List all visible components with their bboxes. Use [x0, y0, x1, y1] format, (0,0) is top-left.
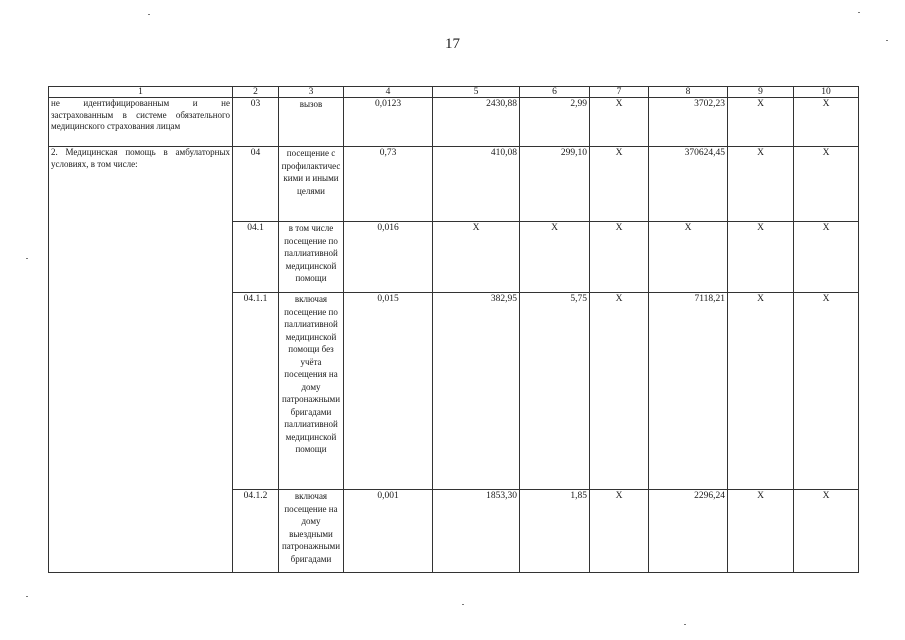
row-code: 04 — [233, 147, 279, 222]
cell-col9: Х — [728, 147, 794, 222]
cell-col8: Х — [649, 222, 728, 293]
page-number: 17 — [445, 36, 460, 52]
row-code: 04.1 — [233, 222, 279, 293]
header-cell: 9 — [728, 87, 794, 98]
cell-col5: Х — [433, 222, 520, 293]
row-code: 03 — [233, 98, 279, 147]
header-cell: 3 — [279, 87, 344, 98]
header-cell: 1 — [49, 87, 233, 98]
header-cell: 8 — [649, 87, 728, 98]
cell-col6: 2,99 — [520, 98, 590, 147]
row-unit: включая посещение по паллиативной медицинской помощи без учёта посещения на дому патронажными бригадами паллиативной медицинской помощи — [279, 293, 344, 490]
header-cell: 5 — [433, 87, 520, 98]
row-description: 2. Медицинская помощь в амбулаторных условиях, в том числе: — [49, 147, 233, 573]
cell-col5: 1853,30 — [433, 490, 520, 573]
cell-col10: Х — [794, 147, 859, 222]
table-row — [49, 98, 859, 147]
cell-col5: 382,95 — [433, 293, 520, 490]
row-code: 04.1.1 — [233, 293, 279, 490]
cell-col6: 1,85 — [520, 490, 590, 573]
data-table — [48, 86, 859, 573]
cell-col10: Х — [794, 293, 859, 490]
cell-col9: Х — [728, 222, 794, 293]
cell-col4: 0,016 — [344, 222, 433, 293]
row-unit: вызов — [279, 98, 344, 147]
header-cell: 4 — [344, 87, 433, 98]
scan-speck — [148, 14, 150, 15]
cell-col7: Х — [590, 98, 649, 147]
row-description: не идентифицированным и не застрахованным в системе обязательного медицинского страхования лицам — [49, 98, 233, 147]
cell-col4: 0,0123 — [344, 98, 433, 147]
scan-speck — [26, 258, 28, 259]
cell-col6: 299,10 — [520, 147, 590, 222]
cell-col5: 2430,88 — [433, 98, 520, 147]
scan-speck — [886, 40, 888, 41]
row-unit: в том числе посещение по паллиативной медицинской помощи — [279, 222, 344, 293]
cell-col6: Х — [520, 222, 590, 293]
cell-col7: Х — [590, 293, 649, 490]
cell-col10: Х — [794, 98, 859, 147]
cell-col4: 0,73 — [344, 147, 433, 222]
table-header-row — [49, 87, 859, 98]
cell-col9: Х — [728, 490, 794, 573]
cell-col7: Х — [590, 147, 649, 222]
table-row — [49, 147, 859, 222]
scan-speck — [858, 12, 860, 13]
header-cell: 10 — [794, 87, 859, 98]
scan-speck — [684, 624, 686, 625]
cell-col9: Х — [728, 293, 794, 490]
row-unit: включая посещение на дому выездными патронажными бригадами — [279, 490, 344, 573]
cell-col10: Х — [794, 222, 859, 293]
row-unit: посещение с профилактическими и иными целями — [279, 147, 344, 222]
header-cell: 7 — [590, 87, 649, 98]
cell-col6: 5,75 — [520, 293, 590, 490]
cell-col7: Х — [590, 490, 649, 573]
cell-col10: Х — [794, 490, 859, 573]
cell-col4: 0,001 — [344, 490, 433, 573]
cell-col8: 370624,45 — [649, 147, 728, 222]
cell-col4: 0,015 — [344, 293, 433, 490]
scan-speck — [26, 596, 28, 597]
cell-col7: Х — [590, 222, 649, 293]
cell-col8: 2296,24 — [649, 490, 728, 573]
header-cell: 2 — [233, 87, 279, 98]
header-cell: 6 — [520, 87, 590, 98]
cell-col8: 3702,23 — [649, 98, 728, 147]
row-code: 04.1.2 — [233, 490, 279, 573]
scan-speck — [462, 604, 464, 605]
cell-col9: Х — [728, 98, 794, 147]
cell-col5: 410,08 — [433, 147, 520, 222]
cell-col8: 7118,21 — [649, 293, 728, 490]
